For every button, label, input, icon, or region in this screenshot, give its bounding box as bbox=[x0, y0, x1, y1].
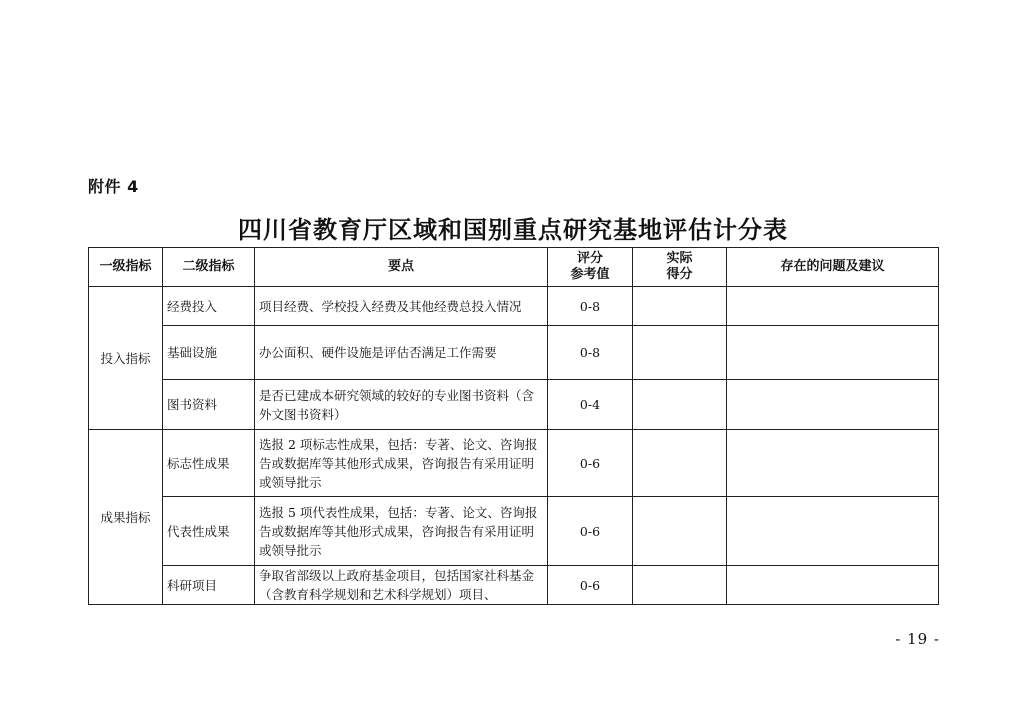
issues-cell bbox=[727, 287, 939, 326]
table-row bbox=[89, 430, 939, 497]
header-key-points: 要点 bbox=[255, 248, 548, 287]
key-points-cell: 项目经费、学校投入经费及其他经费总投入情况 bbox=[255, 287, 548, 326]
header-level2: 二级指标 bbox=[163, 248, 255, 287]
header-actual-score-line1: 实际 bbox=[666, 251, 693, 266]
attachment-label: 附件 4 bbox=[88, 177, 139, 196]
key-points-cell: 争取省部级以上政府基金项目，包括国家社科基金（含教育科学规划和艺术科学规划）项目、 bbox=[255, 566, 548, 605]
key-points-cell: 选报 5 项代表性成果，包括：专著、论文、咨询报告或数据库等其他形式成果，咨询报告有采用证明或领导批示 bbox=[255, 497, 548, 566]
issues-cell bbox=[727, 566, 939, 605]
level2-cell: 代表性成果 bbox=[163, 497, 255, 566]
table-row bbox=[89, 566, 939, 605]
score-reference-cell: 0-8 bbox=[548, 326, 633, 380]
issues-cell bbox=[727, 497, 939, 566]
level2-cell: 图书资料 bbox=[163, 380, 255, 430]
key-points-cell: 办公面积、硬件设施是评估否满足工作需要 bbox=[255, 326, 548, 380]
header-actual-score bbox=[633, 248, 727, 287]
actual-score-cell bbox=[633, 380, 727, 430]
table-header-row bbox=[89, 248, 939, 287]
actual-score-cell bbox=[633, 287, 727, 326]
level2-cell: 经费投入 bbox=[163, 287, 255, 326]
table-row bbox=[89, 380, 939, 430]
header-score-reference-line1: 评分 bbox=[576, 251, 603, 266]
header-issues-suggestions: 存在的问题及建议 bbox=[727, 248, 939, 287]
actual-score-cell bbox=[633, 497, 727, 566]
level2-cell: 标志性成果 bbox=[163, 430, 255, 497]
level1-output-indicator: 成果指标 bbox=[89, 430, 163, 605]
table-row bbox=[89, 287, 939, 326]
level2-cell: 基础设施 bbox=[163, 326, 255, 380]
score-reference-cell: 0-8 bbox=[548, 287, 633, 326]
actual-score-cell bbox=[633, 566, 727, 605]
score-reference-cell: 0-6 bbox=[548, 430, 633, 497]
document-title: 四川省教育厅区域和国别重点研究基地评估计分表 bbox=[238, 215, 788, 244]
header-score-reference-line2: 参考值 bbox=[570, 267, 610, 282]
key-points-cell: 选报 2 项标志性成果，包括：专著、论文、咨询报告或数据库等其他形式成果，咨询报告有采用证明或领导批示 bbox=[255, 430, 548, 497]
score-reference-cell: 0-4 bbox=[548, 380, 633, 430]
page-number: - 19 - bbox=[895, 630, 940, 648]
level1-input-indicator: 投入指标 bbox=[89, 287, 163, 430]
key-points-cell: 是否已建成本研究领域的较好的专业图书资料（含外文图书资料） bbox=[255, 380, 548, 430]
level2-cell: 科研项目 bbox=[163, 566, 255, 605]
header-level1: 一级指标 bbox=[89, 248, 163, 287]
table-row bbox=[89, 497, 939, 566]
evaluation-score-table bbox=[88, 247, 939, 605]
score-reference-cell: 0-6 bbox=[548, 566, 633, 605]
issues-cell bbox=[727, 326, 939, 380]
table-row bbox=[89, 326, 939, 380]
issues-cell bbox=[727, 430, 939, 497]
header-actual-score-line2: 得分 bbox=[666, 267, 693, 282]
score-reference-cell: 0-6 bbox=[548, 497, 633, 566]
actual-score-cell bbox=[633, 326, 727, 380]
actual-score-cell bbox=[633, 430, 727, 497]
header-score-reference bbox=[548, 248, 633, 287]
issues-cell bbox=[727, 380, 939, 430]
